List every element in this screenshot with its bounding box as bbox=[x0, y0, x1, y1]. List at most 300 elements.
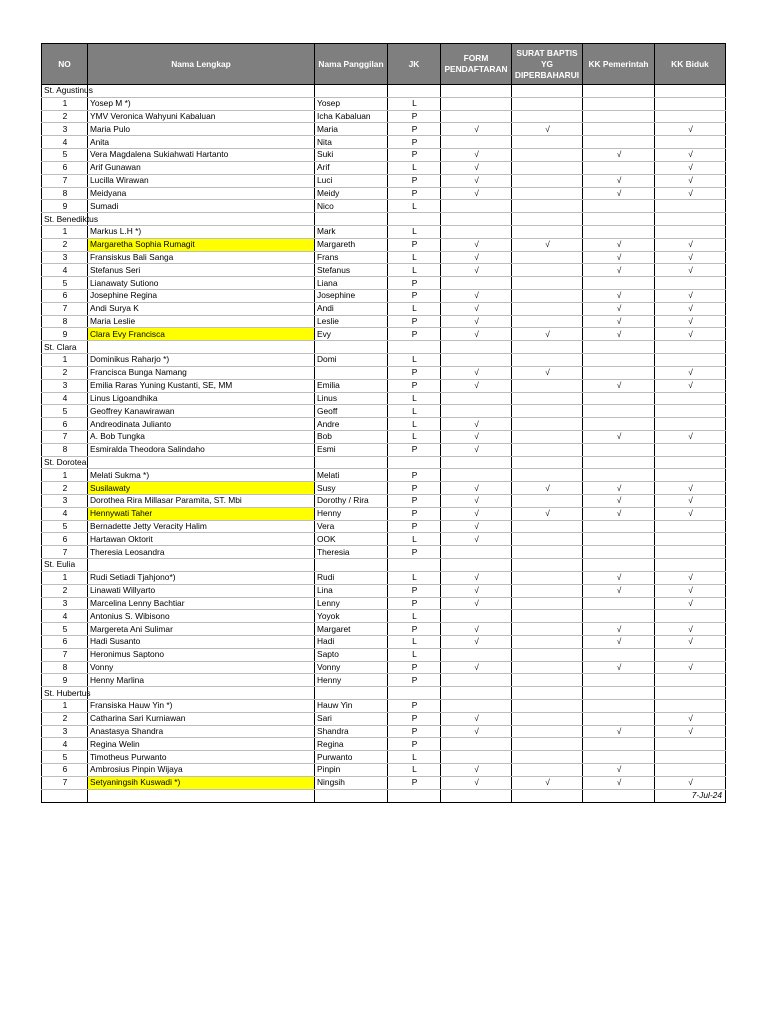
cell-no: 6 bbox=[42, 764, 88, 777]
cell-form-pendaftaran: √ bbox=[441, 623, 512, 636]
cell-no: 2 bbox=[42, 584, 88, 597]
cell-nama-lengkap: Regina Welin bbox=[88, 738, 315, 751]
cell-kk-pemerintah: √ bbox=[583, 251, 655, 264]
cell-nama-panggilan: Henny bbox=[315, 507, 388, 520]
cell-jk: L bbox=[388, 392, 441, 405]
cell-kk-biduk: √ bbox=[655, 315, 726, 328]
cell-nama-panggilan: Rudi bbox=[315, 571, 388, 584]
cell-no: 8 bbox=[42, 443, 88, 456]
empty-cell bbox=[583, 789, 655, 802]
cell-form-pendaftaran bbox=[441, 277, 512, 290]
cell-no: 2 bbox=[42, 110, 88, 123]
table-row bbox=[42, 764, 726, 777]
cell-jk: P bbox=[388, 597, 441, 610]
empty-cell bbox=[315, 687, 388, 700]
cell-kk-biduk bbox=[655, 546, 726, 559]
cell-kk-biduk bbox=[655, 392, 726, 405]
cell-form-pendaftaran: √ bbox=[441, 443, 512, 456]
cell-jk: P bbox=[388, 379, 441, 392]
cell-nama-lengkap: Dorothea Rira Millasar Paramita, ST. Mbi bbox=[88, 495, 315, 508]
cell-surat-baptis bbox=[512, 700, 583, 713]
cell-no: 5 bbox=[42, 149, 88, 162]
cell-surat-baptis bbox=[512, 405, 583, 418]
cell-nama-lengkap: Vera Magdalena Sukiahwati Hartanto bbox=[88, 149, 315, 162]
cell-kk-biduk bbox=[655, 469, 726, 482]
cell-kk-biduk: √ bbox=[655, 712, 726, 725]
cell-kk-pemerintah bbox=[583, 648, 655, 661]
cell-no: 4 bbox=[42, 264, 88, 277]
cell-kk-biduk: √ bbox=[655, 430, 726, 443]
empty-cell bbox=[655, 559, 726, 572]
table-row bbox=[42, 315, 726, 328]
cell-form-pendaftaran: √ bbox=[441, 251, 512, 264]
cell-form-pendaftaran: √ bbox=[441, 366, 512, 379]
cell-nama-lengkap: Hartawan Oktorit bbox=[88, 533, 315, 546]
cell-surat-baptis bbox=[512, 635, 583, 648]
section-row bbox=[42, 456, 726, 469]
cell-jk: L bbox=[388, 764, 441, 777]
table-row bbox=[42, 776, 726, 789]
cell-surat-baptis: √ bbox=[512, 507, 583, 520]
cell-kk-biduk: √ bbox=[655, 187, 726, 200]
table-row bbox=[42, 661, 726, 674]
table-row bbox=[42, 610, 726, 623]
cell-nama-panggilan: Vonny bbox=[315, 661, 388, 674]
cell-kk-pemerintah bbox=[583, 136, 655, 149]
cell-surat-baptis: √ bbox=[512, 123, 583, 136]
cell-form-pendaftaran: √ bbox=[441, 507, 512, 520]
cell-kk-pemerintah bbox=[583, 405, 655, 418]
cell-kk-pemerintah: √ bbox=[583, 264, 655, 277]
cell-kk-biduk: √ bbox=[655, 174, 726, 187]
cell-form-pendaftaran: √ bbox=[441, 161, 512, 174]
cell-no: 8 bbox=[42, 661, 88, 674]
cell-kk-pemerintah: √ bbox=[583, 302, 655, 315]
cell-nama-panggilan: Evy bbox=[315, 328, 388, 341]
table-row bbox=[42, 751, 726, 764]
cell-form-pendaftaran: √ bbox=[441, 187, 512, 200]
empty-cell bbox=[88, 559, 315, 572]
cell-kk-pemerintah: √ bbox=[583, 661, 655, 674]
cell-nama-lengkap: Lianawaty Sutiono bbox=[88, 277, 315, 290]
cell-surat-baptis bbox=[512, 661, 583, 674]
header-surat-baptis: SURAT BAPTIS YG DIPERBAHARUI bbox=[512, 44, 583, 85]
cell-kk-pemerintah: √ bbox=[583, 430, 655, 443]
empty-cell bbox=[388, 559, 441, 572]
table-row bbox=[42, 225, 726, 238]
cell-form-pendaftaran: √ bbox=[441, 328, 512, 341]
cell-form-pendaftaran bbox=[441, 200, 512, 213]
cell-nama-panggilan: Pinpin bbox=[315, 764, 388, 777]
table-row bbox=[42, 533, 726, 546]
empty-cell bbox=[512, 687, 583, 700]
cell-kk-pemerintah bbox=[583, 123, 655, 136]
table-row bbox=[42, 302, 726, 315]
cell-nama-lengkap: Henny Marlina bbox=[88, 674, 315, 687]
cell-form-pendaftaran bbox=[441, 110, 512, 123]
header-nama-lengkap: Nama Lengkap bbox=[88, 44, 315, 85]
cell-surat-baptis bbox=[512, 264, 583, 277]
cell-surat-baptis bbox=[512, 764, 583, 777]
cell-no: 8 bbox=[42, 315, 88, 328]
header-form-pendaftaran: FORM PENDAFTARAN bbox=[441, 44, 512, 85]
cell-nama-panggilan: Geoff bbox=[315, 405, 388, 418]
empty-cell bbox=[388, 341, 441, 354]
cell-form-pendaftaran bbox=[441, 738, 512, 751]
empty-cell bbox=[441, 687, 512, 700]
empty-cell bbox=[441, 341, 512, 354]
cell-form-pendaftaran: √ bbox=[441, 430, 512, 443]
cell-kk-pemerintah: √ bbox=[583, 764, 655, 777]
cell-surat-baptis bbox=[512, 610, 583, 623]
empty-cell bbox=[512, 85, 583, 98]
cell-form-pendaftaran bbox=[441, 469, 512, 482]
cell-surat-baptis bbox=[512, 354, 583, 367]
cell-jk: P bbox=[388, 712, 441, 725]
cell-form-pendaftaran: √ bbox=[441, 533, 512, 546]
section-row bbox=[42, 213, 726, 226]
cell-jk: P bbox=[388, 520, 441, 533]
cell-surat-baptis bbox=[512, 495, 583, 508]
cell-surat-baptis bbox=[512, 315, 583, 328]
empty-cell bbox=[583, 341, 655, 354]
section-row bbox=[42, 559, 726, 572]
cell-surat-baptis bbox=[512, 174, 583, 187]
cell-nama-panggilan: Yosep bbox=[315, 97, 388, 110]
cell-kk-biduk bbox=[655, 136, 726, 149]
cell-nama-lengkap: Lucilla Wirawan bbox=[88, 174, 315, 187]
cell-jk: P bbox=[388, 546, 441, 559]
table-row bbox=[42, 328, 726, 341]
cell-nama-lengkap: Catharina Sari Kurniawan bbox=[88, 712, 315, 725]
cell-kk-biduk: √ bbox=[655, 635, 726, 648]
cell-kk-pemerintah bbox=[583, 225, 655, 238]
cell-no: 1 bbox=[42, 700, 88, 713]
footer-row bbox=[42, 789, 726, 802]
cell-form-pendaftaran: √ bbox=[441, 495, 512, 508]
cell-kk-biduk: √ bbox=[655, 495, 726, 508]
cell-nama-lengkap: Margaretha Sophia Rumagit bbox=[88, 238, 315, 251]
cell-surat-baptis bbox=[512, 97, 583, 110]
cell-jk: P bbox=[388, 149, 441, 162]
cell-surat-baptis bbox=[512, 571, 583, 584]
cell-nama-panggilan: Purwanto bbox=[315, 751, 388, 764]
table-row bbox=[42, 443, 726, 456]
cell-nama-panggilan bbox=[315, 366, 388, 379]
cell-nama-lengkap: Francisca Bunga Namang bbox=[88, 366, 315, 379]
empty-cell bbox=[583, 85, 655, 98]
cell-surat-baptis bbox=[512, 623, 583, 636]
empty-cell bbox=[315, 559, 388, 572]
cell-jk: P bbox=[388, 482, 441, 495]
cell-kk-biduk bbox=[655, 97, 726, 110]
cell-surat-baptis bbox=[512, 302, 583, 315]
cell-nama-panggilan: Josephine bbox=[315, 290, 388, 303]
cell-nama-lengkap: Marcelina Lenny Bachtiar bbox=[88, 597, 315, 610]
cell-nama-panggilan: Shandra bbox=[315, 725, 388, 738]
empty-cell bbox=[583, 687, 655, 700]
table-row bbox=[42, 507, 726, 520]
cell-surat-baptis bbox=[512, 187, 583, 200]
cell-surat-baptis bbox=[512, 251, 583, 264]
table-body bbox=[42, 85, 726, 803]
cell-nama-lengkap: Yosep M *) bbox=[88, 97, 315, 110]
empty-cell bbox=[512, 213, 583, 226]
cell-nama-lengkap: Hennywati Taher bbox=[88, 507, 315, 520]
cell-no: 9 bbox=[42, 328, 88, 341]
cell-surat-baptis bbox=[512, 533, 583, 546]
cell-no: 1 bbox=[42, 571, 88, 584]
table-row bbox=[42, 392, 726, 405]
cell-kk-biduk bbox=[655, 405, 726, 418]
cell-no: 1 bbox=[42, 469, 88, 482]
cell-form-pendaftaran: √ bbox=[441, 571, 512, 584]
cell-jk: L bbox=[388, 418, 441, 431]
cell-kk-biduk: √ bbox=[655, 584, 726, 597]
cell-form-pendaftaran: √ bbox=[441, 776, 512, 789]
cell-form-pendaftaran: √ bbox=[441, 764, 512, 777]
cell-no: 4 bbox=[42, 738, 88, 751]
cell-kk-pemerintah: √ bbox=[583, 584, 655, 597]
cell-no: 4 bbox=[42, 610, 88, 623]
cell-nama-panggilan: Hadi bbox=[315, 635, 388, 648]
cell-nama-panggilan: Domi bbox=[315, 354, 388, 367]
table-row bbox=[42, 277, 726, 290]
cell-nama-panggilan: Luci bbox=[315, 174, 388, 187]
cell-kk-pemerintah: √ bbox=[583, 571, 655, 584]
cell-surat-baptis bbox=[512, 738, 583, 751]
empty-cell bbox=[441, 789, 512, 802]
empty-cell bbox=[441, 213, 512, 226]
cell-kk-biduk: √ bbox=[655, 597, 726, 610]
empty-cell bbox=[388, 789, 441, 802]
table-row bbox=[42, 635, 726, 648]
cell-jk: L bbox=[388, 251, 441, 264]
cell-kk-pemerintah bbox=[583, 354, 655, 367]
cell-jk: L bbox=[388, 635, 441, 648]
empty-cell bbox=[655, 456, 726, 469]
cell-kk-pemerintah: √ bbox=[583, 149, 655, 162]
cell-no: 3 bbox=[42, 379, 88, 392]
cell-nama-lengkap: Geoffrey Kanawirawan bbox=[88, 405, 315, 418]
cell-nama-lengkap: Theresia Leosandra bbox=[88, 546, 315, 559]
cell-kk-pemerintah bbox=[583, 674, 655, 687]
cell-no: 7 bbox=[42, 174, 88, 187]
cell-nama-panggilan: Liana bbox=[315, 277, 388, 290]
empty-cell bbox=[88, 687, 315, 700]
table-row bbox=[42, 482, 726, 495]
table-row bbox=[42, 354, 726, 367]
cell-no: 5 bbox=[42, 520, 88, 533]
cell-nama-lengkap: Margereta Ani Sulimar bbox=[88, 623, 315, 636]
table-row bbox=[42, 200, 726, 213]
cell-nama-lengkap: Susilawaty bbox=[88, 482, 315, 495]
cell-no: 9 bbox=[42, 674, 88, 687]
table-row bbox=[42, 161, 726, 174]
cell-nama-panggilan: Dorothy / Rira bbox=[315, 495, 388, 508]
cell-kk-pemerintah bbox=[583, 610, 655, 623]
header-jk: JK bbox=[388, 44, 441, 85]
empty-cell bbox=[512, 456, 583, 469]
cell-kk-biduk bbox=[655, 764, 726, 777]
cell-surat-baptis bbox=[512, 430, 583, 443]
cell-jk: P bbox=[388, 661, 441, 674]
empty-cell bbox=[583, 559, 655, 572]
table-row bbox=[42, 405, 726, 418]
cell-kk-pemerintah bbox=[583, 277, 655, 290]
cell-form-pendaftaran: √ bbox=[441, 584, 512, 597]
cell-surat-baptis bbox=[512, 520, 583, 533]
cell-form-pendaftaran bbox=[441, 405, 512, 418]
empty-cell bbox=[512, 559, 583, 572]
cell-surat-baptis bbox=[512, 674, 583, 687]
cell-kk-biduk bbox=[655, 225, 726, 238]
cell-kk-pemerintah: √ bbox=[583, 482, 655, 495]
cell-nama-lengkap: A. Bob Tungka bbox=[88, 430, 315, 443]
cell-form-pendaftaran bbox=[441, 700, 512, 713]
cell-jk: L bbox=[388, 648, 441, 661]
table-row bbox=[42, 418, 726, 431]
cell-no: 3 bbox=[42, 495, 88, 508]
empty-cell bbox=[315, 789, 388, 802]
cell-jk: L bbox=[388, 97, 441, 110]
table-row bbox=[42, 366, 726, 379]
cell-jk: L bbox=[388, 302, 441, 315]
cell-no: 1 bbox=[42, 97, 88, 110]
cell-kk-pemerintah: √ bbox=[583, 635, 655, 648]
cell-nama-panggilan: Icha Kabaluan bbox=[315, 110, 388, 123]
cell-no: 3 bbox=[42, 251, 88, 264]
cell-kk-biduk bbox=[655, 443, 726, 456]
cell-jk: L bbox=[388, 161, 441, 174]
cell-kk-pemerintah bbox=[583, 533, 655, 546]
table-row bbox=[42, 379, 726, 392]
empty-cell bbox=[315, 213, 388, 226]
cell-surat-baptis bbox=[512, 597, 583, 610]
cell-form-pendaftaran: √ bbox=[441, 149, 512, 162]
table-row bbox=[42, 495, 726, 508]
cell-nama-panggilan: Lenny bbox=[315, 597, 388, 610]
cell-nama-panggilan: Stefanus bbox=[315, 264, 388, 277]
table-row bbox=[42, 712, 726, 725]
cell-kk-biduk: √ bbox=[655, 571, 726, 584]
cell-jk: L bbox=[388, 751, 441, 764]
table-row bbox=[42, 520, 726, 533]
cell-form-pendaftaran: √ bbox=[441, 725, 512, 738]
empty-cell bbox=[315, 341, 388, 354]
empty-cell bbox=[441, 85, 512, 98]
cell-kk-pemerintah bbox=[583, 443, 655, 456]
empty-cell bbox=[512, 341, 583, 354]
cell-no: 3 bbox=[42, 597, 88, 610]
cell-form-pendaftaran: √ bbox=[441, 123, 512, 136]
cell-surat-baptis bbox=[512, 110, 583, 123]
cell-surat-baptis bbox=[512, 546, 583, 559]
cell-nama-lengkap: Bernadette Jetty Veracity Halim bbox=[88, 520, 315, 533]
cell-nama-lengkap: Stefanus Seri bbox=[88, 264, 315, 277]
cell-jk: L bbox=[388, 571, 441, 584]
cell-nama-lengkap: Setyaningsih Kuswadi *) bbox=[88, 776, 315, 789]
cell-nama-panggilan: Andre bbox=[315, 418, 388, 431]
cell-kk-biduk: √ bbox=[655, 149, 726, 162]
cell-form-pendaftaran: √ bbox=[441, 379, 512, 392]
cell-no: 7 bbox=[42, 546, 88, 559]
cell-surat-baptis bbox=[512, 712, 583, 725]
cell-no: 6 bbox=[42, 533, 88, 546]
cell-nama-lengkap: Maria Leslie bbox=[88, 315, 315, 328]
section-name: St. Dorotea bbox=[42, 456, 88, 469]
cell-kk-biduk bbox=[655, 610, 726, 623]
cell-surat-baptis: √ bbox=[512, 328, 583, 341]
cell-kk-pemerintah bbox=[583, 700, 655, 713]
cell-form-pendaftaran: √ bbox=[441, 264, 512, 277]
empty-cell bbox=[315, 85, 388, 98]
cell-kk-biduk: √ bbox=[655, 623, 726, 636]
cell-kk-biduk: √ bbox=[655, 776, 726, 789]
cell-form-pendaftaran: √ bbox=[441, 174, 512, 187]
cell-kk-biduk: √ bbox=[655, 238, 726, 251]
cell-form-pendaftaran: √ bbox=[441, 661, 512, 674]
cell-nama-lengkap: Anita bbox=[88, 136, 315, 149]
cell-no: 8 bbox=[42, 187, 88, 200]
empty-cell bbox=[655, 213, 726, 226]
cell-kk-pemerintah: √ bbox=[583, 174, 655, 187]
cell-jk: P bbox=[388, 776, 441, 789]
cell-surat-baptis bbox=[512, 648, 583, 661]
cell-jk: P bbox=[388, 507, 441, 520]
empty-cell bbox=[42, 789, 88, 802]
footer-date: 7-Jul-24 bbox=[655, 789, 726, 802]
cell-nama-panggilan: Lina bbox=[315, 584, 388, 597]
cell-jk: P bbox=[388, 674, 441, 687]
cell-kk-pemerintah: √ bbox=[583, 623, 655, 636]
cell-surat-baptis bbox=[512, 136, 583, 149]
cell-no: 2 bbox=[42, 482, 88, 495]
cell-nama-panggilan: Theresia bbox=[315, 546, 388, 559]
empty-cell bbox=[88, 456, 315, 469]
cell-kk-pemerintah: √ bbox=[583, 495, 655, 508]
cell-kk-biduk bbox=[655, 700, 726, 713]
cell-jk: P bbox=[388, 700, 441, 713]
table-row bbox=[42, 430, 726, 443]
cell-surat-baptis bbox=[512, 751, 583, 764]
header-kk-pemerintah: KK Pemerintah bbox=[583, 44, 655, 85]
cell-form-pendaftaran bbox=[441, 354, 512, 367]
cell-no: 7 bbox=[42, 302, 88, 315]
cell-nama-lengkap: Josephine Regina bbox=[88, 290, 315, 303]
table-row bbox=[42, 110, 726, 123]
cell-form-pendaftaran: √ bbox=[441, 635, 512, 648]
cell-nama-panggilan: Susy bbox=[315, 482, 388, 495]
empty-cell bbox=[441, 559, 512, 572]
empty-cell bbox=[315, 456, 388, 469]
cell-no: 6 bbox=[42, 290, 88, 303]
cell-jk: P bbox=[388, 495, 441, 508]
cell-jk: P bbox=[388, 725, 441, 738]
cell-nama-lengkap: Esmiralda Theodora Salindaho bbox=[88, 443, 315, 456]
cell-kk-biduk bbox=[655, 533, 726, 546]
cell-surat-baptis bbox=[512, 290, 583, 303]
cell-jk: P bbox=[388, 110, 441, 123]
cell-no: 2 bbox=[42, 238, 88, 251]
cell-form-pendaftaran bbox=[441, 392, 512, 405]
cell-no: 2 bbox=[42, 366, 88, 379]
cell-kk-biduk: √ bbox=[655, 161, 726, 174]
cell-no: 5 bbox=[42, 405, 88, 418]
cell-kk-pemerintah: √ bbox=[583, 290, 655, 303]
cell-surat-baptis: √ bbox=[512, 776, 583, 789]
cell-kk-biduk bbox=[655, 648, 726, 661]
